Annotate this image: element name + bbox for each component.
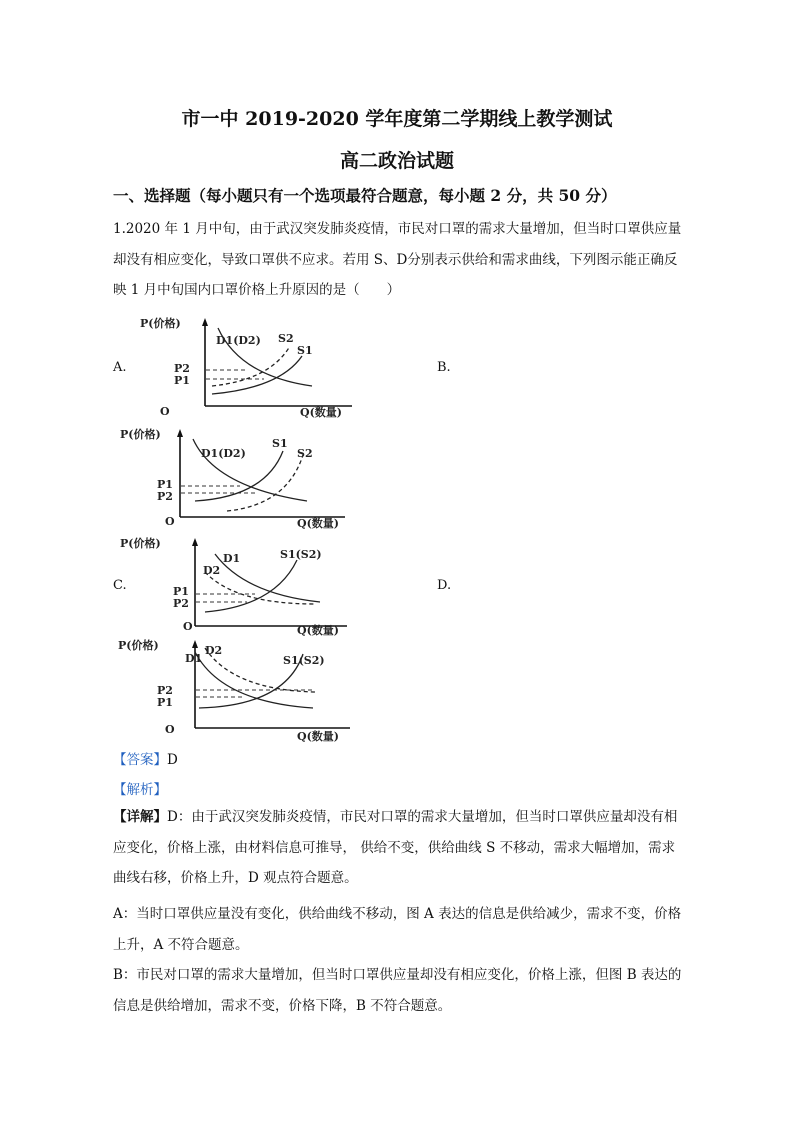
p-axis-label: P(价格)	[120, 537, 161, 550]
demand-label: D1(D2)	[216, 334, 261, 347]
origin-label: O	[165, 515, 175, 528]
detail-paragraph	[113, 802, 685, 894]
chart-d	[115, 636, 365, 742]
analysis-line	[113, 778, 167, 798]
question-text: 1.2020 年 1 月中旬，由于武汉突发肺炎疫情，市民对口罩的需求大量增加，但当时口罩供应量却没有相应变化，导致口罩供不应求。若用 S、D分别表示供给和需求曲线，下列图示能正确反映 1 月中旬国内口罩价格上升原因的是（ ）	[113, 221, 682, 298]
price-upper-label: P2	[174, 362, 190, 375]
p-axis-label: P(价格)	[120, 428, 161, 441]
price-lower-label: P2	[157, 490, 173, 503]
chart-b	[115, 425, 365, 529]
supply-curve-s1	[212, 356, 302, 394]
price-upper-label: P1	[173, 585, 189, 598]
analysis-tag: 【解析】	[113, 782, 167, 798]
p-axis-label: P(价格)	[118, 639, 159, 652]
d2-label: D2	[205, 644, 223, 657]
page-subtitle: 高二政治试题	[339, 150, 454, 172]
supply-label: S1(S2)	[283, 654, 325, 667]
price-upper-label: P1	[157, 478, 173, 491]
chart-a	[140, 314, 360, 418]
option-c-label: C.	[113, 578, 127, 593]
q-axis-label: Q(数量)	[297, 517, 339, 529]
p-axis-label: P(价格)	[140, 317, 181, 330]
page-title: 市一中 2019-2020 学年度第二学期线上教学测试	[181, 108, 613, 130]
d2-label: D2	[203, 564, 221, 577]
origin-label: O	[183, 620, 193, 633]
demand-label: D1(D2)	[201, 447, 246, 460]
option-d-label: D.	[437, 578, 452, 593]
answer-tag: 【答案】	[113, 752, 167, 768]
price-lower-label: P1	[174, 374, 190, 387]
supply-curve-s2	[227, 455, 303, 511]
origin-label: O	[160, 405, 170, 418]
q-axis-label: Q(数量)	[297, 624, 339, 637]
detail-tag: 【详解】	[113, 809, 167, 825]
detail-text: D：由于武汉突发肺炎疫情，市民对口罩的需求大量增加，但当时口罩供应量却没有相应变化，价格上涨，由材料信息可推导， 供给不变，供给曲线 S 不移动，需求大幅增加，需求曲线右移，价格上升，D 观点符合题意。	[113, 809, 678, 886]
origin-label: O	[165, 723, 175, 736]
s2-label: S2	[278, 332, 294, 345]
answer-line	[113, 748, 178, 768]
s1-label: S1	[297, 344, 313, 357]
q-axis-label: Q(数量)	[300, 406, 342, 418]
s1-label: S1	[272, 437, 288, 450]
option-a-label: A.	[113, 360, 127, 375]
d1-label: D1	[185, 652, 203, 665]
s2-label: S2	[297, 447, 313, 460]
explain-b-paragraph: B：市民对口罩的需求大量增加，但当时口罩供应量却没有相应变化，价格上涨，但图 B 表达的信息是供给增加，需求不变，价格下降，B 不符合题意。	[113, 967, 682, 1014]
price-lower-label: P2	[173, 597, 189, 610]
price-upper-label: P2	[157, 684, 173, 697]
section-heading: 一、选择题（每小题只有一个选项最符合题意，每小题 2 分，共 50 分）	[113, 186, 617, 205]
price-lower-label: P1	[157, 696, 173, 709]
d1-label: D1	[223, 552, 241, 565]
supply-label: S1(S2)	[280, 548, 322, 561]
chart-c	[115, 534, 365, 638]
answer-value: D	[167, 752, 178, 768]
explain-a-paragraph: A：当时口罩供应量没有变化，供给曲线不移动，图 A 表达的信息是供给减少，需求不变，价格上升，A 不符合题意。	[113, 906, 682, 953]
q-axis-label: Q(数量)	[297, 730, 339, 742]
option-b-label: B.	[437, 360, 451, 375]
